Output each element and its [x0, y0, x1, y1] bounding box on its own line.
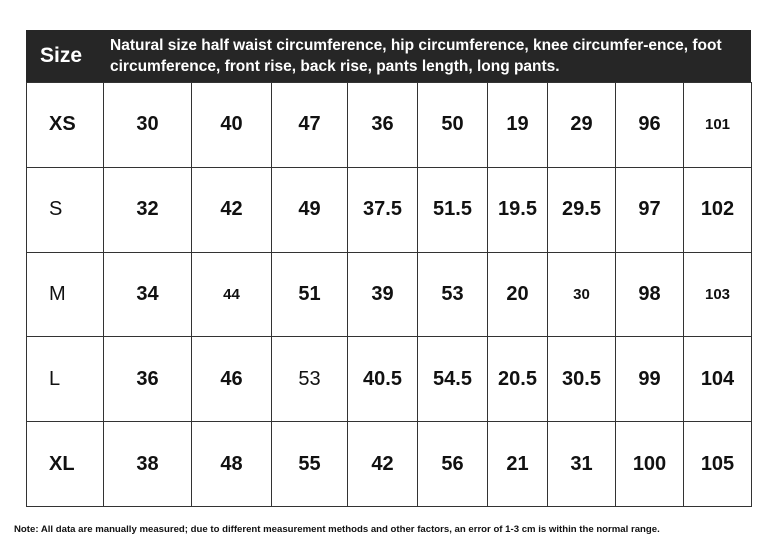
- table-row: [27, 337, 752, 422]
- value-cell: 36: [104, 337, 192, 422]
- measurement-description: Natural size half waist circumference, hip circumference, knee circumfer-ence, foot circumference, front rise, back rise, pants length, long pants.: [110, 37, 722, 75]
- value-cell: 99: [616, 337, 684, 422]
- value-cell: 20: [488, 252, 548, 337]
- value-cell: 42: [192, 167, 272, 252]
- value-cell: 40.5: [348, 337, 418, 422]
- value-cell: 38: [104, 422, 192, 507]
- value-cell: 49: [272, 167, 348, 252]
- value-cell: 21: [488, 422, 548, 507]
- value-cell: 50: [418, 83, 488, 168]
- value-cell: 100: [616, 422, 684, 507]
- value-cell: 51: [272, 252, 348, 337]
- table-row: [27, 422, 752, 507]
- value-cell: 31: [548, 422, 616, 507]
- size-cell: M: [27, 252, 104, 337]
- value-cell: 20.5: [488, 337, 548, 422]
- value-cell: 37.5: [348, 167, 418, 252]
- value-cell: 46: [192, 337, 272, 422]
- value-cell: 48: [192, 422, 272, 507]
- size-cell: XL: [27, 422, 104, 507]
- value-cell: 54.5: [418, 337, 488, 422]
- value-cell: 36: [348, 83, 418, 168]
- value-cell: 105: [684, 422, 752, 507]
- value-cell: 29.5: [548, 167, 616, 252]
- value-cell: 55: [272, 422, 348, 507]
- value-cell: 30.5: [548, 337, 616, 422]
- value-cell: 101: [684, 83, 752, 168]
- value-cell: 53: [272, 337, 348, 422]
- value-cell: 98: [616, 252, 684, 337]
- value-cell: 102: [684, 167, 752, 252]
- table-row: [27, 252, 752, 337]
- measurement-note: Note: All data are manually measured; due to different measurement methods and other factors, an error of 1-3 cm is within the normal range.: [14, 524, 660, 535]
- value-cell: 97: [616, 167, 684, 252]
- table-header: [26, 30, 751, 82]
- size-chart-table: [26, 82, 752, 507]
- value-cell: 51.5: [418, 167, 488, 252]
- table-row: [27, 83, 752, 168]
- value-cell: 42: [348, 422, 418, 507]
- table-row: [27, 167, 752, 252]
- value-cell: 40: [192, 83, 272, 168]
- value-cell: 44: [192, 252, 272, 337]
- value-cell: 19: [488, 83, 548, 168]
- value-cell: 30: [548, 252, 616, 337]
- value-cell: 29: [548, 83, 616, 168]
- size-cell: XS: [27, 83, 104, 168]
- value-cell: 104: [684, 337, 752, 422]
- value-cell: 47: [272, 83, 348, 168]
- value-cell: 30: [104, 83, 192, 168]
- value-cell: 56: [418, 422, 488, 507]
- value-cell: 53: [418, 252, 488, 337]
- value-cell: 96: [616, 83, 684, 168]
- size-cell: S: [27, 167, 104, 252]
- value-cell: 34: [104, 252, 192, 337]
- size-heading: Size: [40, 44, 83, 67]
- size-cell: L: [27, 337, 104, 422]
- value-cell: 103: [684, 252, 752, 337]
- value-cell: 19.5: [488, 167, 548, 252]
- value-cell: 32: [104, 167, 192, 252]
- value-cell: 39: [348, 252, 418, 337]
